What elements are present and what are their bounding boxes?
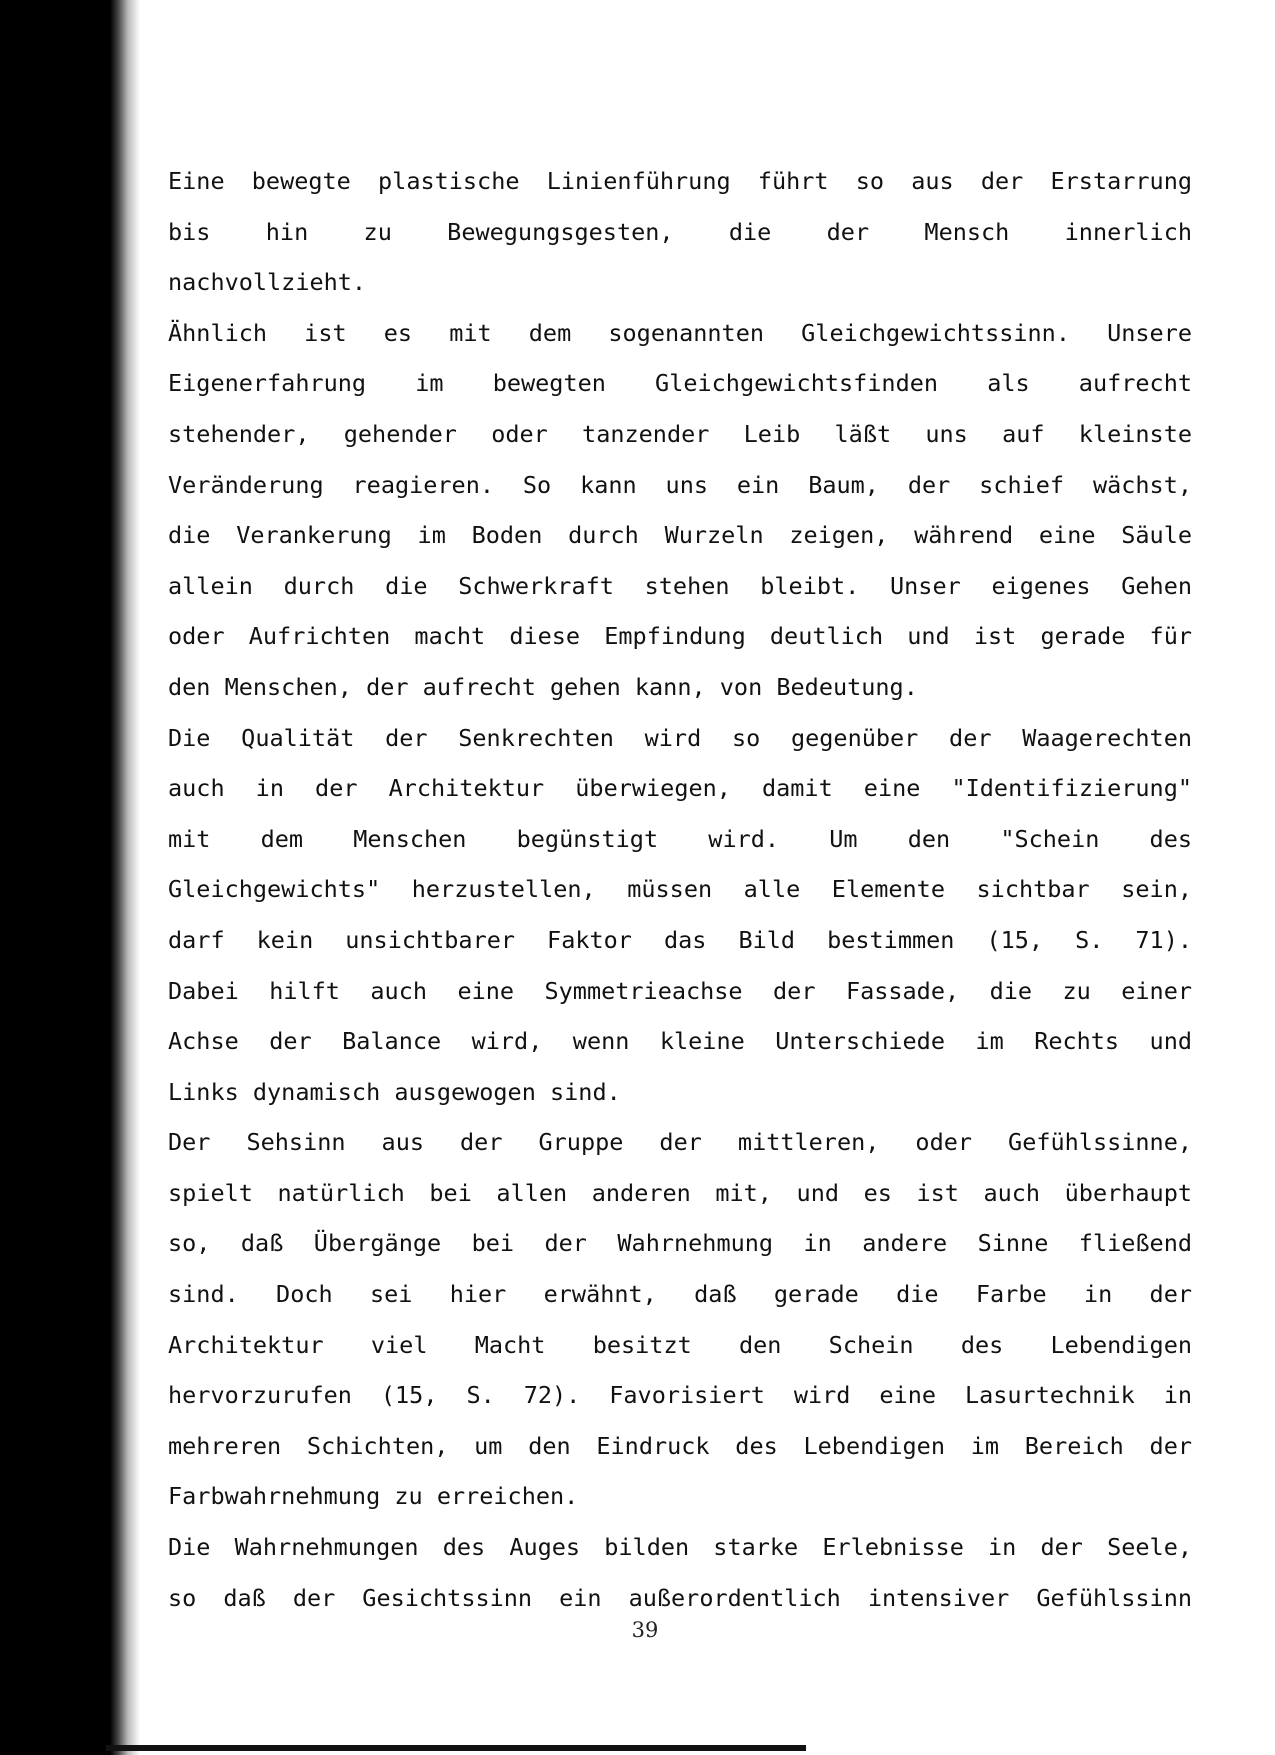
text-line: auch in der Architektur überwiegen, damit eine "Identifizierung" <box>168 774 1192 803</box>
text-line: hervorzurufen (15, S. 72). Favorisiert wird eine Lasurtechnik in <box>168 1381 1192 1410</box>
text-line: nachvollzieht. <box>168 268 367 297</box>
text-line: Gleichgewichts" herzustellen, müssen alle Elemente sichtbar sein, <box>168 875 1192 904</box>
text-line: Die Wahrnehmungen des Auges bilden starke Erlebnisse in der Seele, <box>168 1533 1192 1562</box>
text-line: Ähnlich ist es mit dem sogenannten Gleichgewichtssinn. Unsere <box>168 318 1192 347</box>
text-line: Dabei hilft auch eine Symmetrieachse der Fassade, die zu einer <box>168 976 1192 1005</box>
text-line: mehreren Schichten, um den Eindruck des Lebendigen im Bereich der <box>168 1431 1192 1460</box>
scan-shadow-edge <box>100 0 140 1755</box>
text-line: oder Aufrichten macht diese Empfindung deutlich und ist gerade für <box>168 622 1192 651</box>
text-line: so daß der Gesichtssinn ein außerordentlich intensiver Gefühlssinn <box>168 1583 1192 1612</box>
text-line: Eigenerfahrung im bewegten Gleichgewichtsfinden als aufrecht <box>168 369 1192 398</box>
text-line: so, daß Übergänge bei der Wahrnehmung in andere Sinne fließend <box>168 1229 1192 1258</box>
text-line: den Menschen, der aufrecht gehen kann, von Bedeutung. <box>168 672 918 701</box>
text-line: Die Qualität der Senkrechten wird so gegenüber der Waagerechten <box>168 723 1192 752</box>
text-line: sind. Doch sei hier erwähnt, daß gerade die Farbe in der <box>168 1280 1192 1309</box>
text-line: Farbwahrnehmung zu erreichen. <box>168 1482 579 1511</box>
text-line: Architektur viel Macht besitzt den Schein des Lebendigen <box>168 1330 1192 1359</box>
text-line: Der Sehsinn aus der Gruppe der mittleren, oder Gefühlssinne, <box>168 1128 1192 1157</box>
text-line: Eine bewegte plastische Linienführung führt so aus der Erstarrung <box>168 167 1192 195</box>
text-line: allein durch die Schwerkraft stehen bleibt. Unser eigenes Gehen <box>168 571 1192 600</box>
text-line: Veränderung reagieren. So kann uns ein Baum, der schief wächst, <box>168 470 1192 499</box>
scan-shadow-bottom <box>106 1745 806 1751</box>
text-line: darf kein unsichtbarer Faktor das Bild bestimmen (15, S. 71). <box>168 925 1192 954</box>
scan-shadow-left <box>0 0 106 1755</box>
text-line: die Verankerung im Boden durch Wurzeln zeigen, während eine Säule <box>168 521 1192 550</box>
text-line: Links dynamisch ausgewogen sind. <box>168 1077 621 1106</box>
text-line: spielt natürlich bei allen anderen mit, und es ist auch überhaupt <box>168 1178 1192 1207</box>
text-line: mit dem Menschen begünstigt wird. Um den "Schein des <box>168 824 1192 853</box>
page-number: 39 <box>631 1618 659 1642</box>
text-line: Achse der Balance wird, wenn kleine Unterschiede im Rechts und <box>168 1027 1192 1056</box>
text-line: stehender, gehender oder tanzender Leib läßt uns auf kleinste <box>168 419 1192 448</box>
text-line: bis hin zu Bewegungsgesten, die der Mensch innerlich <box>168 217 1192 246</box>
body-text <box>168 156 1192 1623</box>
